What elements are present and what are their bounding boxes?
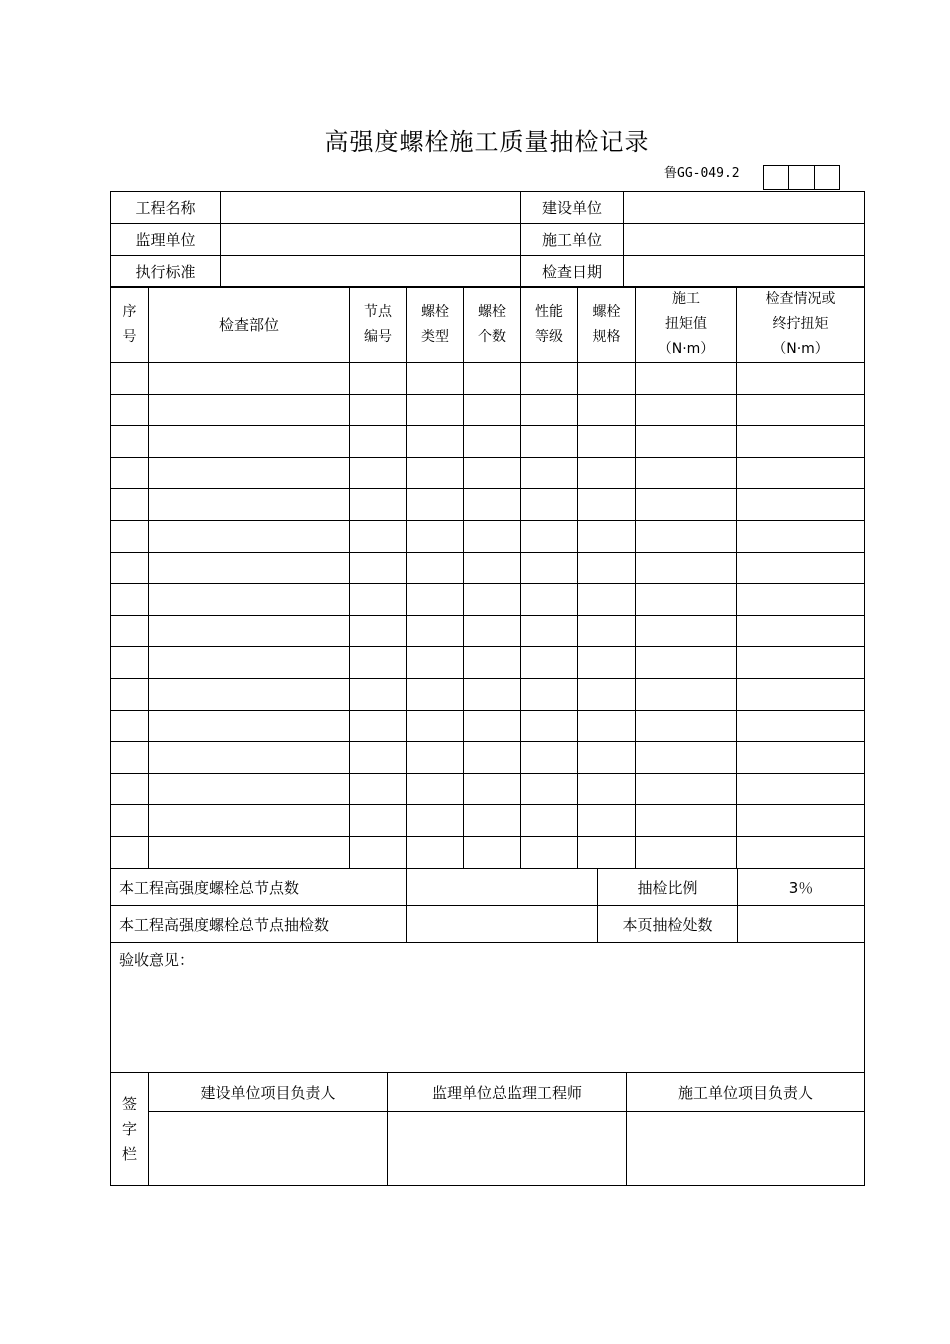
table-row (111, 710, 865, 742)
table-cell[interactable] (111, 678, 149, 710)
table-cell[interactable] (636, 426, 737, 458)
table-cell[interactable] (464, 773, 521, 805)
table-cell[interactable] (737, 584, 865, 616)
table-cell[interactable] (521, 457, 578, 489)
table-cell[interactable] (521, 426, 578, 458)
table-cell[interactable] (149, 552, 350, 584)
table-row (111, 678, 865, 710)
table-cell[interactable] (350, 457, 407, 489)
table-cell[interactable] (149, 520, 350, 552)
sampled-nodes-label: 本工程高强度螺栓总节点抽检数 (111, 906, 407, 943)
table-cell[interactable] (521, 489, 578, 521)
table-cell[interactable] (464, 489, 521, 521)
standard-label: 执行标准 (111, 256, 221, 288)
owner-field[interactable] (624, 192, 865, 224)
table-cell[interactable] (111, 773, 149, 805)
sign-label: 签 字 栏 (111, 1073, 149, 1186)
ratio-value: 3％ (738, 869, 865, 906)
table-cell[interactable] (407, 489, 464, 521)
table-cell[interactable] (521, 742, 578, 774)
col-node-header: 节点 编号 (350, 287, 407, 363)
table-cell[interactable] (636, 394, 737, 426)
data-rows (111, 363, 865, 869)
table-cell[interactable] (350, 773, 407, 805)
ratio-label: 抽检比例 (598, 869, 738, 906)
table-cell[interactable] (350, 584, 407, 616)
table-row (111, 363, 865, 395)
table-cell[interactable] (737, 520, 865, 552)
table-row (111, 394, 865, 426)
table-cell[interactable] (464, 394, 521, 426)
table-cell[interactable] (464, 805, 521, 837)
table-cell[interactable] (149, 426, 350, 458)
table-cell[interactable] (737, 394, 865, 426)
table-cell[interactable] (149, 710, 350, 742)
project-name-field[interactable] (221, 192, 521, 224)
table-cell[interactable] (111, 647, 149, 679)
table-cell[interactable] (464, 520, 521, 552)
table-cell[interactable] (350, 836, 407, 868)
page-count-label: 本页抽检处数 (598, 906, 738, 943)
check-date-field[interactable] (624, 256, 865, 288)
page-box[interactable] (788, 166, 813, 189)
table-cell[interactable] (350, 363, 407, 395)
project-name-label: 工程名称 (111, 192, 221, 224)
table-cell[interactable] (407, 584, 464, 616)
total-nodes-field[interactable] (407, 869, 598, 906)
table-cell[interactable] (636, 457, 737, 489)
table-row (111, 773, 865, 805)
table-cell[interactable] (464, 457, 521, 489)
contractor-field[interactable] (624, 224, 865, 256)
col-part-header: 检查部位 (149, 287, 350, 363)
table-cell[interactable] (464, 742, 521, 774)
table-cell[interactable] (636, 363, 737, 395)
table-cell[interactable] (521, 363, 578, 395)
supervisor-label: 监理单位 (111, 224, 221, 256)
table-cell[interactable] (636, 552, 737, 584)
table-cell[interactable] (636, 710, 737, 742)
table-cell[interactable] (636, 742, 737, 774)
table-cell[interactable] (578, 742, 636, 774)
table-cell[interactable] (737, 805, 865, 837)
table-cell[interactable] (578, 584, 636, 616)
col-count-header: 螺栓 个数 (464, 287, 521, 363)
table-cell[interactable] (737, 426, 865, 458)
table-cell[interactable] (149, 457, 350, 489)
table-cell[interactable] (636, 615, 737, 647)
table-cell[interactable] (521, 552, 578, 584)
table-cell[interactable] (737, 363, 865, 395)
table-cell[interactable] (149, 363, 350, 395)
table-cell[interactable] (578, 520, 636, 552)
page-count-field[interactable] (738, 906, 865, 943)
table-cell[interactable] (636, 805, 737, 837)
table-cell[interactable] (111, 742, 149, 774)
table-cell[interactable] (737, 836, 865, 868)
table-cell[interactable] (407, 710, 464, 742)
table-cell[interactable] (636, 489, 737, 521)
table-cell[interactable] (149, 647, 350, 679)
summary-table (110, 868, 865, 1073)
table-cell[interactable] (407, 394, 464, 426)
table-cell[interactable] (521, 678, 578, 710)
table-cell[interactable] (149, 394, 350, 426)
table-cell[interactable] (149, 615, 350, 647)
page-box[interactable] (814, 166, 839, 189)
table-cell[interactable] (521, 394, 578, 426)
page-box[interactable] (764, 166, 788, 189)
table-cell[interactable] (111, 520, 149, 552)
contractor-label: 施工单位 (521, 224, 624, 256)
table-cell[interactable] (578, 552, 636, 584)
table-cell[interactable] (578, 363, 636, 395)
table-row (111, 520, 865, 552)
table-cell[interactable] (111, 836, 149, 868)
sampled-nodes-field[interactable] (407, 906, 598, 943)
col-grade-header: 性能 等级 (521, 287, 578, 363)
table-row (111, 615, 865, 647)
page-number-boxes (763, 165, 840, 190)
table-cell[interactable] (737, 678, 865, 710)
table-cell[interactable] (464, 426, 521, 458)
table-cell[interactable] (737, 710, 865, 742)
inspection-table (110, 286, 865, 869)
table-cell[interactable] (636, 678, 737, 710)
total-nodes-label: 本工程高强度螺栓总节点数 (111, 869, 407, 906)
owner-pm-label: 建设单位项目负责人 (149, 1073, 388, 1112)
table-cell[interactable] (350, 520, 407, 552)
form-code: 鲁GG-049.2 (664, 166, 740, 181)
col-result-header: 检查情况或 终拧扭矩 （N·m） (737, 287, 865, 363)
table-cell[interactable] (578, 426, 636, 458)
table-cell[interactable] (636, 647, 737, 679)
chief-supervisor-label: 监理单位总监理工程师 (388, 1073, 627, 1112)
table-cell[interactable] (521, 584, 578, 616)
supervisor-field[interactable] (221, 224, 521, 256)
table-cell[interactable] (737, 489, 865, 521)
standard-field[interactable] (221, 256, 521, 288)
table-cell[interactable] (578, 489, 636, 521)
table-cell[interactable] (111, 552, 149, 584)
col-spec-header: 螺栓 规格 (578, 287, 636, 363)
table-cell[interactable] (578, 805, 636, 837)
table-cell[interactable] (350, 710, 407, 742)
table-cell[interactable] (521, 710, 578, 742)
table-cell[interactable] (737, 615, 865, 647)
owner-pm-signature[interactable] (149, 1112, 388, 1186)
table-cell[interactable] (636, 520, 737, 552)
table-cell[interactable] (407, 552, 464, 584)
table-cell[interactable] (464, 552, 521, 584)
table-cell[interactable] (464, 678, 521, 710)
table-cell[interactable] (149, 489, 350, 521)
table-cell[interactable] (350, 742, 407, 774)
page-title: 高强度螺栓施工质量抽检记录 (324, 128, 650, 156)
table-cell[interactable] (407, 773, 464, 805)
table-cell[interactable] (350, 394, 407, 426)
table-cell[interactable] (149, 742, 350, 774)
col-type-header: 螺栓 类型 (407, 287, 464, 363)
table-cell[interactable] (111, 584, 149, 616)
table-cell[interactable] (737, 552, 865, 584)
table-cell[interactable] (149, 836, 350, 868)
table-row (111, 742, 865, 774)
table-row (111, 457, 865, 489)
table-cell[interactable] (350, 805, 407, 837)
table-cell[interactable] (111, 489, 149, 521)
table-cell[interactable] (111, 710, 149, 742)
check-date-label: 检查日期 (521, 256, 624, 288)
signature-table (110, 1072, 865, 1186)
table-cell[interactable] (111, 457, 149, 489)
table-cell[interactable] (521, 647, 578, 679)
table-cell[interactable] (111, 426, 149, 458)
table-cell[interactable] (149, 805, 350, 837)
table-cell[interactable] (407, 805, 464, 837)
table-cell[interactable] (407, 678, 464, 710)
table-cell[interactable] (111, 615, 149, 647)
table-cell[interactable] (407, 615, 464, 647)
table-cell[interactable] (149, 678, 350, 710)
table-row (111, 584, 865, 616)
table-cell[interactable] (407, 426, 464, 458)
table-cell[interactable] (737, 457, 865, 489)
table-cell[interactable] (737, 647, 865, 679)
table-cell[interactable] (407, 742, 464, 774)
opinion-box[interactable] (111, 943, 865, 1073)
col-seq-header: 序 号 (111, 287, 149, 363)
table-cell[interactable] (149, 584, 350, 616)
table-cell[interactable] (578, 394, 636, 426)
table-cell[interactable] (464, 584, 521, 616)
table-cell[interactable] (521, 773, 578, 805)
chief-supervisor-signature[interactable] (388, 1112, 627, 1186)
header-row (111, 287, 865, 363)
contractor-pm-label: 施工单位项目负责人 (627, 1073, 865, 1112)
table-cell[interactable] (464, 363, 521, 395)
table-cell[interactable] (350, 678, 407, 710)
table-cell[interactable] (407, 836, 464, 868)
table-cell[interactable] (578, 647, 636, 679)
table-cell[interactable] (111, 805, 149, 837)
table-cell[interactable] (521, 615, 578, 647)
table-row (111, 647, 865, 679)
table-cell[interactable] (578, 836, 636, 868)
table-cell[interactable] (578, 615, 636, 647)
table-cell[interactable] (464, 615, 521, 647)
table-cell[interactable] (350, 489, 407, 521)
opinion-label: 验收意见： (119, 951, 195, 969)
table-cell[interactable] (521, 836, 578, 868)
table-cell[interactable] (407, 520, 464, 552)
table-cell[interactable] (407, 363, 464, 395)
table-cell[interactable] (464, 710, 521, 742)
contractor-pm-signature[interactable] (627, 1112, 865, 1186)
table-cell[interactable] (111, 363, 149, 395)
info-table (110, 191, 865, 288)
table-cell[interactable] (521, 805, 578, 837)
table-cell[interactable] (636, 836, 737, 868)
table-row (111, 426, 865, 458)
table-cell[interactable] (578, 773, 636, 805)
table-cell[interactable] (407, 647, 464, 679)
table-cell[interactable] (636, 773, 737, 805)
table-cell[interactable] (407, 457, 464, 489)
table-cell[interactable] (464, 836, 521, 868)
table-row (111, 489, 865, 521)
table-cell[interactable] (737, 773, 865, 805)
col-torque-header: 施工 扭矩值 （N·m） (636, 287, 737, 363)
table-cell[interactable] (578, 710, 636, 742)
table-row (111, 805, 865, 837)
table-cell[interactable] (111, 394, 149, 426)
table-cell[interactable] (350, 647, 407, 679)
table-cell[interactable] (521, 520, 578, 552)
table-cell[interactable] (636, 584, 737, 616)
table-cell[interactable] (578, 457, 636, 489)
table-row (111, 836, 865, 868)
table-cell[interactable] (578, 678, 636, 710)
table-row (111, 552, 865, 584)
table-cell[interactable] (350, 615, 407, 647)
table-cell[interactable] (464, 647, 521, 679)
table-cell[interactable] (149, 773, 350, 805)
owner-label: 建设单位 (521, 192, 624, 224)
table-cell[interactable] (350, 426, 407, 458)
table-cell[interactable] (737, 742, 865, 774)
table-cell[interactable] (350, 552, 407, 584)
